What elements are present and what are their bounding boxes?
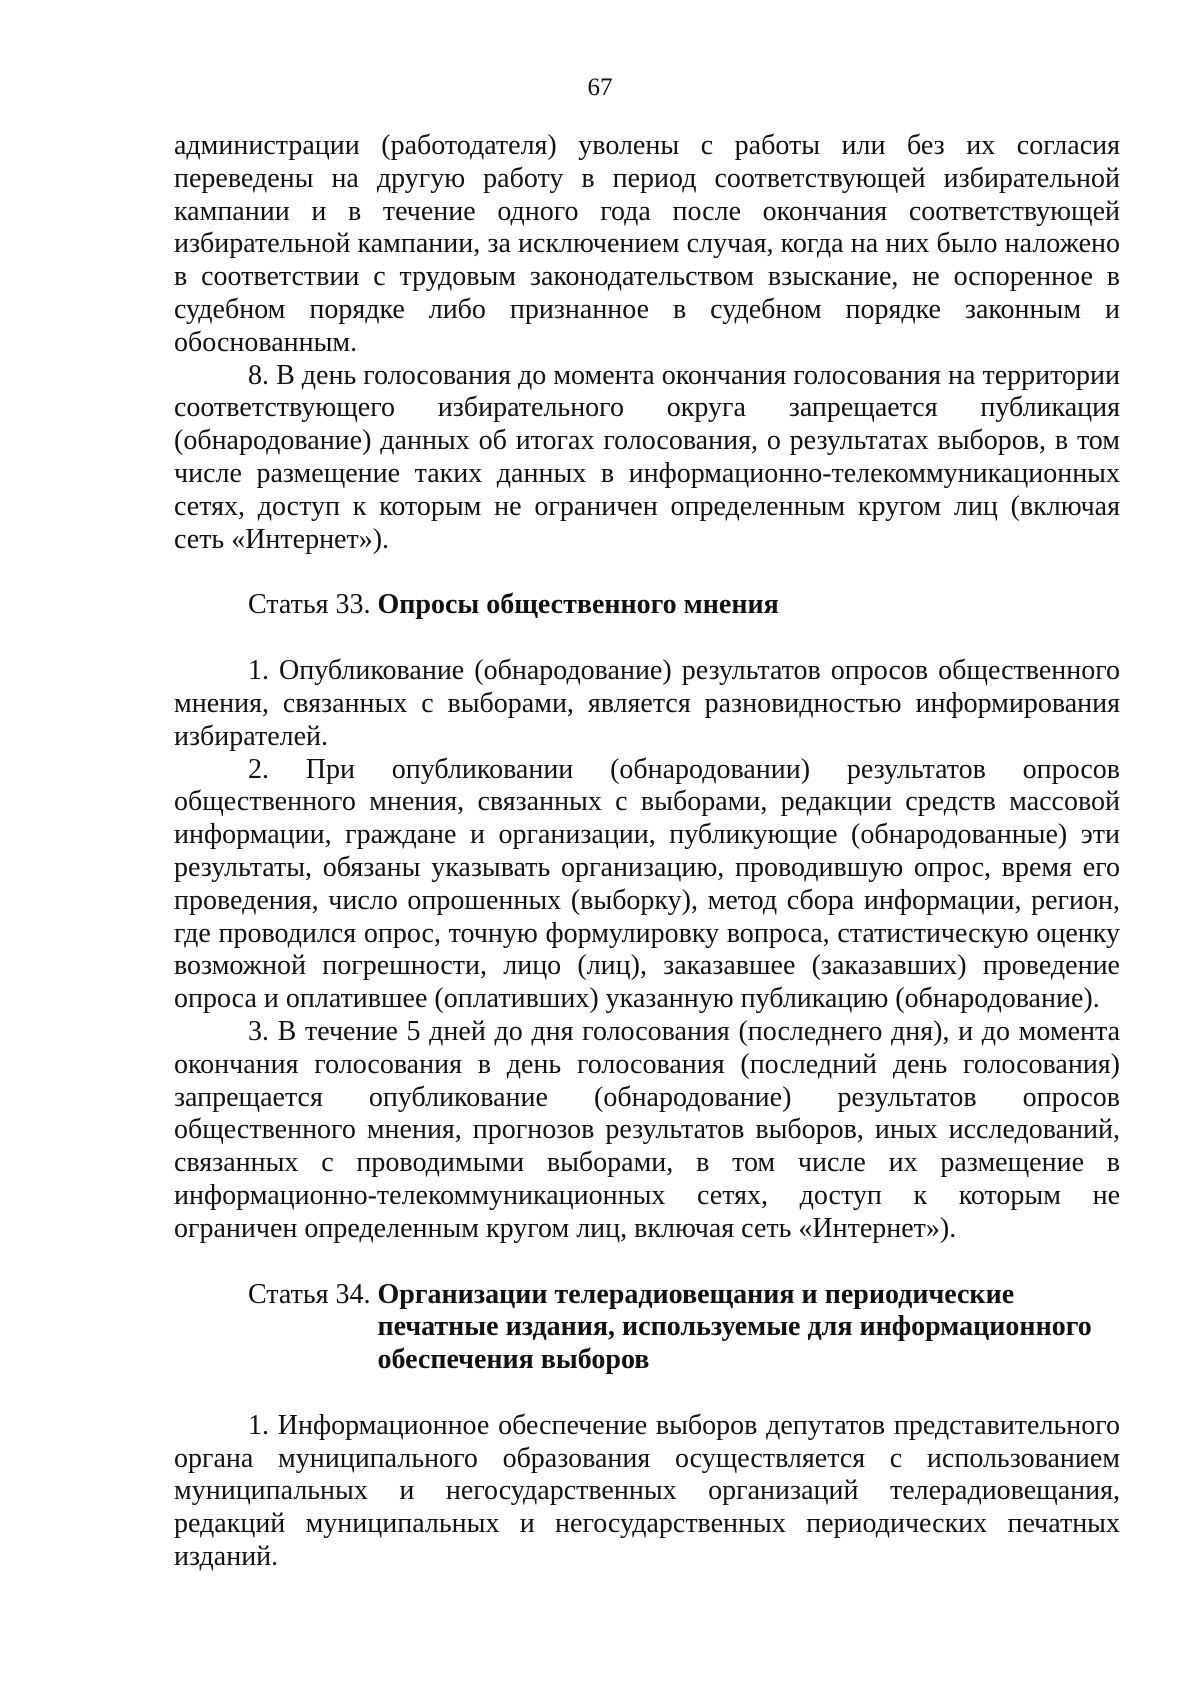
spacer	[174, 622, 1120, 655]
article-34-paragraph-1: 1. Информационное обеспечение выборов депутатов представительного органа муниципального образования осуществляется с использованием муниципальных и негосударственных организаций телерадиовещания, редакций муниципальных и негосударственных периодических печатных изданий.	[174, 1409, 1120, 1573]
spacer	[174, 556, 1120, 589]
article-33-paragraph-3: 3. В течение 5 дней до дня голосования (последнего дня), и до момента окончания голосования в день голосования (последний день голосования) запрещается опубликование (обнародование) результатов опросов общественного мнения, прогнозов результатов выборов, иных исследований, связанных с проводимыми выборами, в том числе их размещение в информационно-телекоммуникационных сетях, доступ к которым не ограничен определенным кругом лиц, включая сеть «Интернет»).	[174, 1015, 1120, 1244]
paragraph-continuation: администрации (работодателя) уволены с работы или без их согласия переведены на другую работу в период соответствующей избирательной кампании и в течение одного года после окончания соответствующей избирательной кампании, за исключением случая, когда на них было наложено в соответствии с трудовым законодательством взыскание, не оспоренное в судебном порядке либо признанное в судебном порядке законным и обоснованным.	[174, 130, 1120, 358]
article-34-heading	[174, 1279, 1120, 1377]
article-34-number: Статья 34.	[248, 1278, 378, 1310]
article-33-paragraph-1: 1. Опубликование (обнародование) результатов опросов общественного мнения, связанных с выборами, является разновидностью информирования избирателей.	[174, 655, 1120, 752]
article-33-title: Опросы общественного мнения	[377, 589, 779, 621]
article-34-title: Организации телерадиовещания и периодические печатные издания, используемые для информационного обеспечения выборов	[377, 1278, 1092, 1376]
document-body	[174, 130, 1120, 1574]
spacer	[174, 1377, 1120, 1410]
article-33-number: Статья 33.	[248, 589, 378, 621]
article-33-heading	[174, 589, 1120, 622]
paragraph-item-8: 8. В день голосования до момента окончания голосования на территории соответствующего избирательного округа запрещается публикация (обнародование) данных об итогах голосования, о результатах выборов, в том числе размещение таких данных в информационно-телекоммуникационных сетях, доступ к которым не ограничен определенным кругом лиц (включая сеть «Интернет»).	[174, 359, 1120, 555]
spacer	[174, 1246, 1120, 1279]
page-number: 67	[587, 74, 613, 101]
article-33-paragraph-2: 2. При опубликовании (обнародовании) результатов опросов общественного мнения, связанных с выборами, редакции средств массовой информации, граждане и организации, публикующие (обнародованные) эти результаты, обязаны указывать организацию, проводившую опрос, время его проведения, число опрошенных (выборку), метод сбора информации, регион, где проводился опрос, точную формулировку вопроса, статистическую оценку возможной погрешности, лицо (лиц), заказавшее (заказавших) проведение опроса и оплатившее (оплативших) указанную публикацию (обнародование).	[174, 753, 1120, 1015]
